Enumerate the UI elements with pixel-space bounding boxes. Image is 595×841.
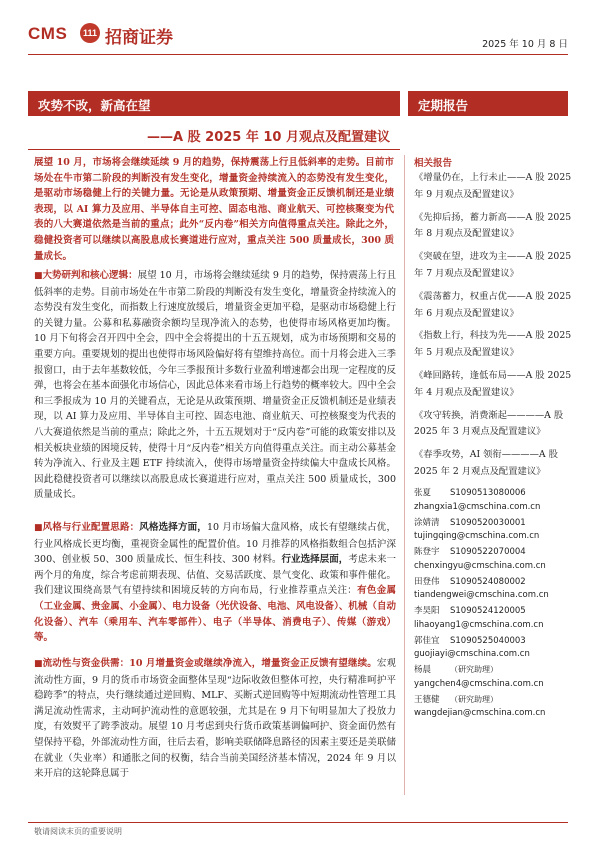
- analyst-cert: S1090522070004: [450, 547, 526, 557]
- analyst-email[interactable]: wangdejian@cmschina.com.cn: [414, 708, 546, 718]
- section-liquidity: [34, 656, 396, 782]
- footer-divider: [28, 822, 568, 823]
- analyst-email[interactable]: tiandengwei@cmschina.com.cn: [414, 590, 549, 600]
- analyst-cert: S1090524080002: [450, 576, 526, 587]
- style-choice-body: 10 月市场偏大盘风格，成长有望继续占优，行业风格成长更均衡，重视资金属性的配置价值。10 月推荐的风格指数组合包括沪深 300、创业板 50、300 质量成长、恒生科技、300 材料。: [34, 522, 396, 566]
- page-title: 攻势不改，新高在望: [38, 98, 151, 113]
- analyst-name: 郭佳宜: [414, 635, 440, 646]
- section-heading: 风格与行业配置思路：: [42, 522, 140, 533]
- section-body: 宏观流动性方面，9 月的货币市场资金面整体呈现“边际收敛但整体可控，央行精准呵护平稳跨季”的特点，央行继续通过逆回购、MLF、买断式逆回购等中短期流动性管理工具满足流动性需求，主动呵护流动性的意愿较强，尤其是在 9 月下旬明显加大了投放力度，有效熨平了跨季波动。展望 10 月考虑到央行货币政策基调偏呵护、资金面仍然有望保持平稳，外部流动性方面，往后去看，影响美联储降息路径的因素主要还是美联储在就业（失业率）和通胀之间的权衡，结合当前美国经济基本情况，2024 年 9 月以来开启的这轮降息属于: [34, 658, 396, 780]
- section-style-allocation: [34, 520, 396, 646]
- analyst-entry: [414, 604, 572, 632]
- analyst-role: （研究助理）: [450, 665, 498, 674]
- analyst-entry: [414, 663, 572, 691]
- analyst-entry: [414, 486, 572, 514]
- analyst-cert: S1090520030001: [450, 517, 526, 528]
- analyst-list: [414, 486, 572, 722]
- recommended-industries: 有色金属（工业金属、贵金属、小金属）、电力设备（光伏设备、电池、风电设备）、机械（自动化设备）、汽车（乘用车、汽车零部件）、电子（半导体、消费电子）、传媒（游戏）等。: [34, 585, 396, 644]
- analyst-entry: [414, 545, 572, 573]
- brand-logo-mark-icon: 111: [80, 23, 100, 43]
- title-banner: [28, 91, 400, 116]
- section-market-outlook: [34, 268, 396, 503]
- related-report-link[interactable]: 《攻守转换，消费渐起————A 股 2025 年 3 月观点及配置建议》: [414, 409, 564, 438]
- analyst-name: 陈登宇: [414, 547, 440, 557]
- report-header: [28, 22, 568, 52]
- industry-choice-lead: 行业选择层面，: [281, 554, 349, 566]
- related-report-link[interactable]: 《增量仍在，上行未止——A 股 2025 年 9 月观点及配置建议》: [414, 172, 572, 200]
- related-report-link[interactable]: 《震荡蓄力，权重占优——A 股 2025 年 6 月观点及配置建议》: [414, 290, 572, 319]
- analyst-email[interactable]: guojiayi@cmschina.com.cn: [414, 649, 530, 659]
- bullet-icon: ■: [34, 659, 43, 669]
- sidebar-divider: [404, 155, 405, 795]
- related-reports-heading: 相关报告: [414, 158, 453, 169]
- related-report-link[interactable]: 《指数上行，科技为先——A 股 2025 年 5 月观点及配置建议》: [414, 330, 572, 359]
- analyst-name: 杨晨: [414, 665, 432, 675]
- analyst-email[interactable]: yangchen4@cmschina.com.cn: [414, 678, 544, 689]
- analyst-email[interactable]: tujingqing@cmschina.com.cn: [414, 531, 540, 541]
- brand-logo-cn: 招商证券: [105, 28, 173, 48]
- analyst-cert: S1090513080006: [450, 488, 526, 498]
- report-type: 定期报告: [418, 98, 469, 113]
- header-divider: [28, 54, 568, 55]
- subtitle-divider: [28, 149, 400, 150]
- analyst-name: 王德健: [414, 694, 440, 705]
- analyst-cert: S1090524120005: [450, 606, 526, 616]
- analyst-entry: [414, 516, 572, 544]
- report-type-banner: [408, 91, 568, 116]
- analyst-name: 涂婧清: [414, 517, 440, 528]
- related-reports-list: [414, 170, 572, 487]
- analyst-email[interactable]: zhangxia1@cmschina.com.cn: [414, 501, 541, 512]
- analyst-email[interactable]: chenxingyu@cmschina.com.cn: [414, 560, 546, 571]
- analyst-name: 李昊阳: [414, 606, 440, 616]
- section-heading: 流动性与资金供需：10 月增量资金或继续净流入，增量资金正反馈有望继续。: [42, 658, 377, 669]
- brand-logo-en: CMS: [28, 24, 68, 43]
- analyst-entry: [414, 575, 572, 603]
- analyst-role: （研究助理）: [450, 694, 498, 704]
- related-report-link[interactable]: 《春季攻势，AI 领衔————A 股 2025 年 2 月观点及配置建议》: [414, 449, 558, 477]
- bullet-icon: ■: [34, 523, 43, 533]
- analyst-entry: [414, 693, 572, 721]
- footer-note: 敬请阅读末页的重要说明: [34, 827, 122, 836]
- report-date: 2025 年 10 月 8 日: [482, 39, 568, 50]
- analyst-entry: [414, 634, 572, 662]
- analyst-cert: S1090525040003: [450, 635, 526, 646]
- section-body: 展望 10 月，市场将会继续延续 9 月的趋势，保持震荡上行且低斜率的走势。目前市场处在牛市第二阶段的判断没有发生变化，增量资金持续流入的态势没有发生变化，而指数上行速度放缓后，增量资金更加平稳，是驱动市场稳健上行的关键力量。公募和私募融资余额均呈现净流入的态势，也使得市场风格更加均衡。10 月下旬将会召开四中全会，四中全会将提出的十五五规划，成为市场预期和交易的重要方向。重要规划的提出也使得市场风险偏好将有望维持高位。而十月将会进入三季报窗口，由于去年基数较低，今年三季报预计多数行业盈利增速都会出现一定程度的反弹，也将会在基本面强化市场信心，因此总体来看市场上行趋势的概率较大。四中全会和三季报成为 10 月的关键看点，无论是从政策预期、增量资金正反馈机制还是业绩表现，以 AI 算力及应用、半导体自主可控、固态电池、商业航天、可控核聚变为代表的八大赛道依然是当前的重点；除此之外，十五五规划对于“反内卷”可能的政策安排以及相关板块业绩的困境反转，使得十月“反内卷”相关方向值得重点关注。而主动公募基金转为净流入、行业及主题 ETF 持续流入，使得市场增量资金持续偏大中盘成长风格。因此稳健投资者可以继续以高股息成长赛道进行应对，重点关注 500 质量成长，300 质量成长。: [34, 270, 396, 501]
- style-choice-lead: 风格选择方面，: [139, 522, 207, 533]
- analyst-name: 张夏: [414, 488, 432, 498]
- bullet-icon: ■: [34, 271, 43, 281]
- summary-paragraph: 展望 10 月，市场将会继续延续 9 月的趋势，保持震荡上行且低斜率的走势。目前市场处在牛市第二阶段的判断没有发生变化，增量资金持续流入的态势没有发生变化，是驱动市场稳健上行的关键力量。无论是从政策预期、增量资金正反馈机制还是业绩表现，以 AI 算力及应用、半导体自主可控、固态电池、商业航天、可控核聚变为代表的八大赛道依然是当前的重点；此外“反内卷”相关方向值得重点关注。除此之外，稳健投资者可以继续以高股息成长赛道进行应对，重点关注 500 质量成长，300 质量成长。: [34, 157, 394, 262]
- section-heading: 大势研判和核心逻辑：: [42, 270, 138, 281]
- related-report-link[interactable]: 《突破在望，进攻为主——A 股 2025 年 7 月观点及配置建议》: [414, 251, 572, 279]
- analyst-name: 田登伟: [414, 576, 440, 587]
- analyst-email[interactable]: lihaoyang1@cmschina.com.cn: [414, 619, 544, 630]
- related-report-link[interactable]: 《峰回路转，逢低布局——A 股 2025 年 4 月观点及配置建议》: [414, 369, 572, 398]
- page-subtitle: ——A 股 2025 年 10 月观点及配置建议: [147, 130, 390, 145]
- related-report-link[interactable]: 《先抑后扬，蓄力新高——A 股 2025 年 8 月观点及配置建议》: [414, 211, 572, 240]
- industry-choice-body: 考虑未来一两个月的角度，综合考虑前期表现、估值、交易活跃度、景气变化、政策和事件催化。我们建议围绕高景气有望持续和困境反转的方向布局，行业推荐重点关注：: [34, 554, 396, 597]
